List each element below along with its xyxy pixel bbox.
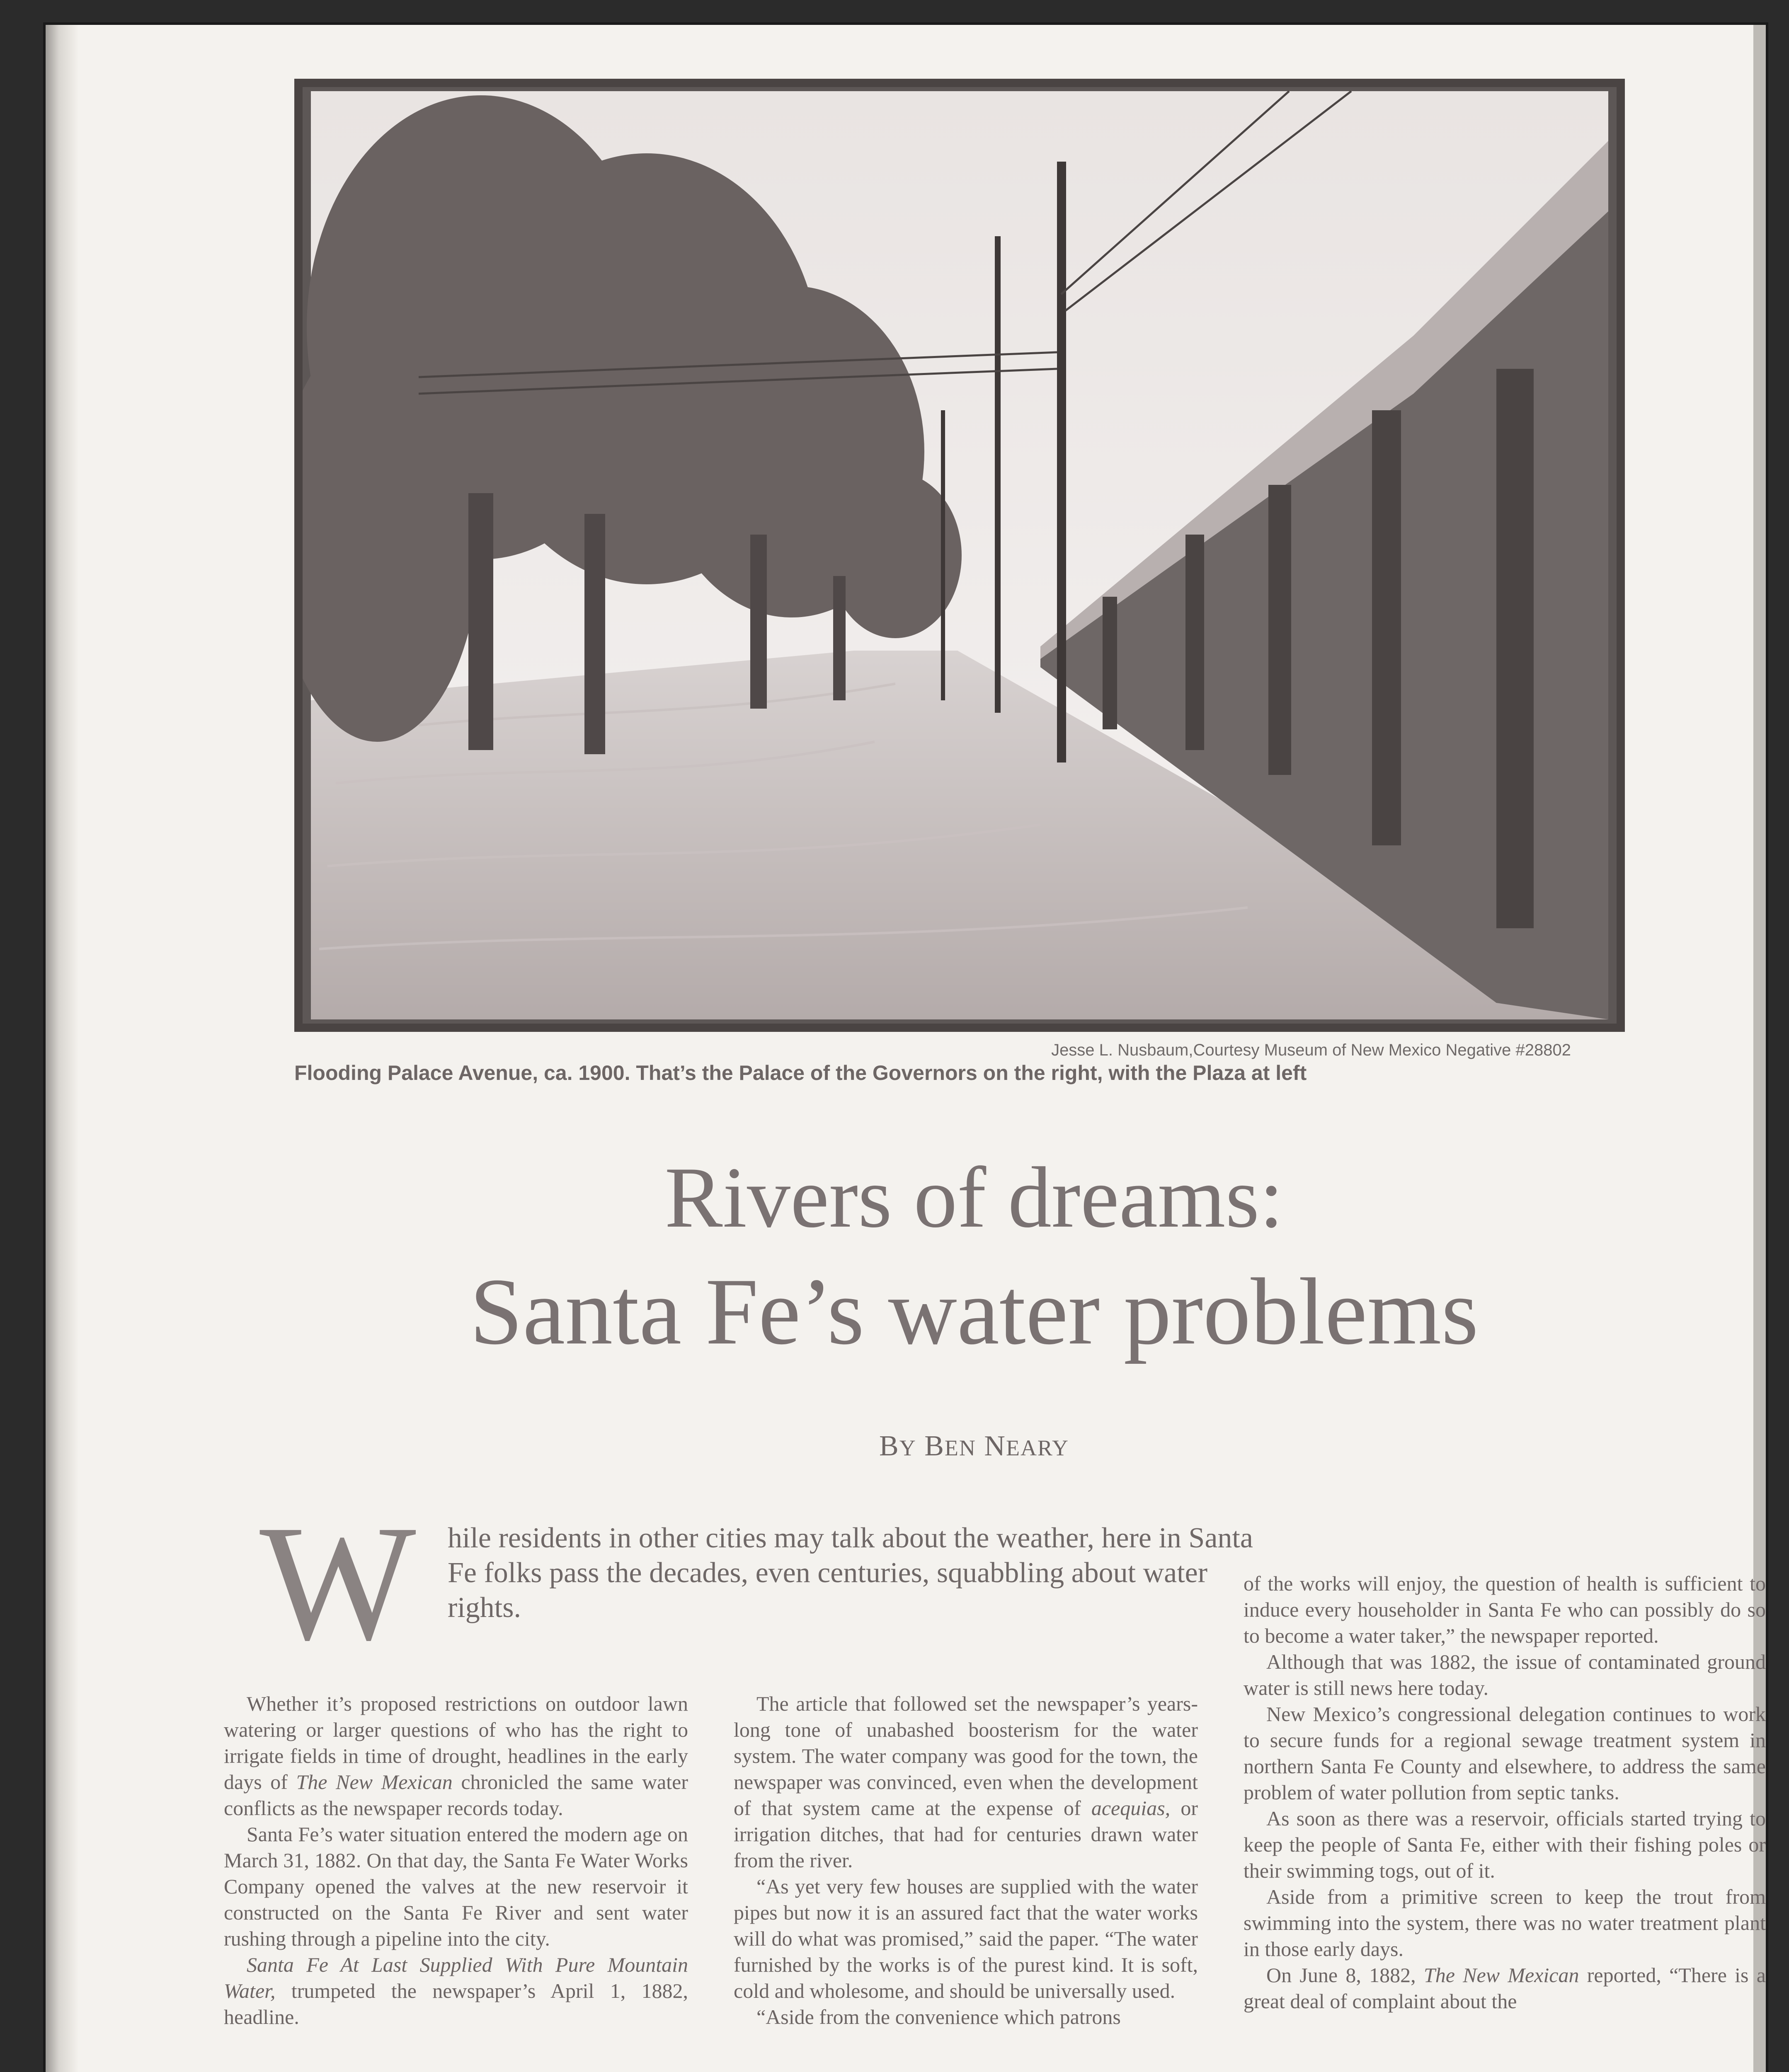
historic-photo-flooded-street: [294, 79, 1625, 1032]
col3-p6-end: reported, “There is a great deal of complaint about the: [1244, 1963, 1766, 2013]
lead-text: hile residents in other cities may talk about the weather, here in Santa Fe folks pass the decades, even centuries, squabbling about water rights.: [448, 1522, 1253, 1624]
col2-paragraph-2: “As yet very few houses are supplied with the water pipes but now it is an assured fact that the water works will do what was promised,” said the paper. “The water furnished by the works is of the purest kind. It is soft, cold and wholesome, and should be universally used.: [734, 1875, 1198, 2002]
col3-paragraph-6: [1244, 1962, 1766, 2014]
col1-p1-italic: The New Mexican: [296, 1770, 453, 1794]
col1-paragraph-2: Santa Fe’s water situation entered the modern age on March 31, 1882. On that day, the Santa Fe Water Works Company opened the valves at the new reservoir it constructed on the Santa Fe River and sent water rushing through a pipeline into the city.: [224, 1823, 688, 1950]
byline-last-initial: N: [984, 1430, 1006, 1462]
body-column-2: [734, 1691, 1198, 2030]
col1-p3-italic: Santa Fe At Last Supplied With Pure Mountain Water,: [224, 1953, 688, 2002]
byline-last-rest: EARY: [1006, 1435, 1069, 1460]
col2-paragraph-1: [734, 1691, 1198, 1874]
photo-credit: Jesse L. Nusbaum,Courtesy Museum of New Mexico Negative #28802: [1051, 1041, 1571, 1059]
drop-cap: W: [259, 1491, 416, 1675]
col1-paragraph-3: [224, 1952, 688, 2030]
col3-paragraph-3: New Mexico’s congressional delegation continues to work to secure funds for a regional sewage treatment system in northern Santa Fe County and elsewhere, to address the same problem of water pollution from septic tanks.: [1244, 1702, 1766, 1804]
headline-line-2: Santa Fe’s water problems: [470, 1259, 1479, 1364]
col2-p1-text: The article that followed set the newspaper’s years-long tone of unabashed boosterism for the water system. The water company was good for the town, the newspaper was convinced, even when the development of that system came at the expense of: [734, 1692, 1198, 1820]
col2-p1-italic: acequias,: [1091, 1796, 1171, 1820]
col1-p3-end: trumpeted the newspaper’s April 1, 1882, headline.: [224, 1979, 688, 2028]
col1-p1-end: chronicled the same water conflicts as the newspaper records today.: [224, 1770, 688, 1820]
col1-paragraph-1: [224, 1691, 688, 1821]
byline: [182, 1430, 1766, 1463]
headline-line-1: Rivers of dreams:: [664, 1150, 1284, 1246]
byline-by-rest: Y: [899, 1435, 916, 1460]
page-spine-shadow: [46, 25, 79, 2072]
body-column-1: [224, 1691, 688, 2030]
byline-first-rest: EN: [944, 1435, 976, 1460]
col2-paragraph-3: “Aside from the convenience which patrons: [756, 2005, 1121, 2028]
byline-by-initial: B: [879, 1430, 899, 1462]
col3-paragraph-2: Although that was 1882, the issue of contaminated ground water is still news here today.: [1244, 1650, 1766, 1699]
lead-paragraph: [240, 1491, 1277, 1675]
byline-first-initial: B: [924, 1430, 945, 1462]
col3-p6-start: On June 8, 1882,: [1266, 1963, 1424, 1987]
col1-p1-text: Whether it’s proposed restrictions on outdoor lawn watering or larger questions of who has the right to irrigate fields in time of drought, headlines in the early days of: [224, 1692, 688, 1794]
col3-paragraph-5: Aside from a primitive screen to keep the trout from swimming into the system, there was no water treatment plant in those early days.: [1244, 1885, 1766, 1961]
body-column-3: [1244, 1571, 1766, 2014]
magazine-page: [46, 25, 1766, 2072]
photo-caption: Flooding Palace Avenue, ca. 1900. That’s the Palace of the Governors on the right, with the Plaza at left: [294, 1061, 1307, 1084]
col3-p6-italic: The New Mexican: [1423, 1963, 1579, 1987]
col3-paragraph-1: of the works will enjoy, the question of health is sufficient to induce every householder in Santa Fe who can possibly do so to become a water taker,” the newspaper reported.: [1244, 1572, 1766, 1647]
col2-p1-end: or irrigation ditches, that had for centuries drawn water from the river.: [734, 1796, 1198, 1872]
col3-paragraph-4: As soon as there was a reservoir, officials started trying to keep the people of Santa Fe, either with their fishing poles or their swimming togs, out of it.: [1244, 1807, 1766, 1882]
article-headline: [182, 1144, 1766, 1372]
